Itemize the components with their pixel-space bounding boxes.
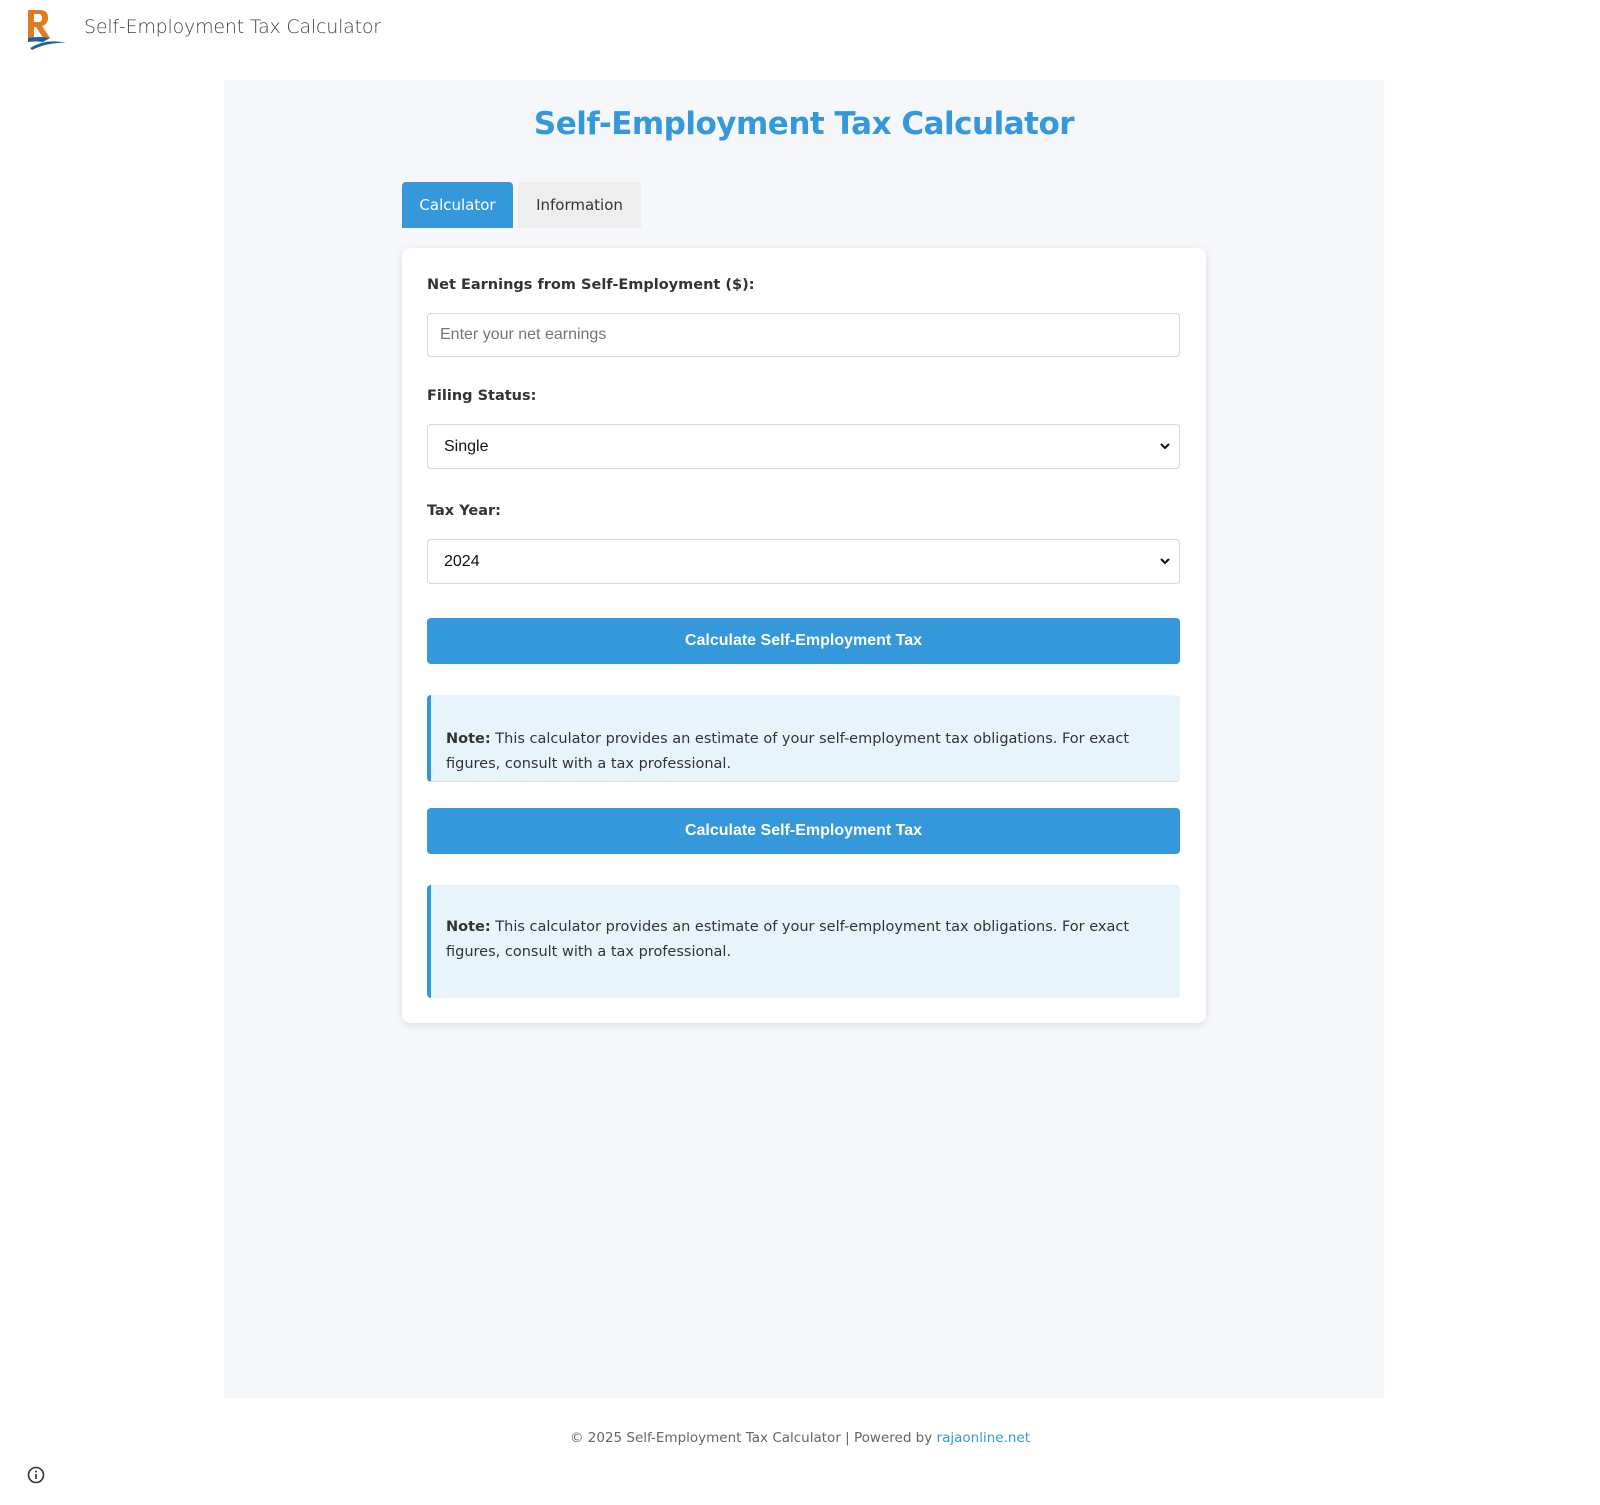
site-title[interactable]: Self-Employment Tax Calculator bbox=[84, 16, 381, 38]
info-icon[interactable] bbox=[27, 1466, 45, 1484]
note-box-duplicate bbox=[427, 885, 1180, 998]
note-lead: Note: bbox=[446, 919, 491, 935]
footer-text: © 2025 Self-Employment Tax Calculator | Powered by bbox=[569, 1430, 937, 1446]
tax-year-label: Tax Year: bbox=[427, 503, 501, 519]
tab-calculator[interactable]: Calculator bbox=[402, 182, 513, 228]
main-panel bbox=[224, 80, 1384, 1398]
footer-link[interactable]: rajaonline.net bbox=[936, 1430, 1031, 1446]
site-footer bbox=[0, 1430, 1600, 1446]
tax-year-value: 2024 bbox=[444, 552, 480, 570]
filing-status-label: Filing Status: bbox=[427, 388, 537, 404]
site-header bbox=[0, 0, 1600, 60]
chevron-down-icon bbox=[1159, 440, 1171, 452]
tax-year-select[interactable] bbox=[427, 539, 1180, 584]
filing-status-select[interactable] bbox=[427, 424, 1180, 469]
calculate-button[interactable]: Calculate Self-Employment Tax bbox=[427, 618, 1180, 664]
note-text: This calculator provides an estimate of your self-employment tax obligations. For exact figures, consult with a tax professional. bbox=[446, 919, 1130, 960]
note-text: This calculator provides an estimate of your self-employment tax obligations. For exact figures, consult with a tax professional. bbox=[446, 731, 1130, 772]
tab-bar bbox=[402, 182, 641, 228]
tab-information[interactable]: Information bbox=[518, 182, 641, 228]
calculate-button-duplicate[interactable]: Calculate Self-Employment Tax bbox=[427, 808, 1180, 854]
site-logo-icon[interactable] bbox=[26, 8, 68, 50]
calculator-card bbox=[402, 248, 1206, 1023]
chevron-down-icon bbox=[1159, 555, 1171, 567]
note-lead: Note: bbox=[446, 731, 491, 747]
note-box bbox=[427, 695, 1180, 782]
filing-status-value: Single bbox=[444, 437, 489, 455]
page-title: Self-Employment Tax Calculator bbox=[533, 106, 1075, 142]
net-earnings-label: Net Earnings from Self-Employment ($): bbox=[427, 277, 755, 293]
net-earnings-input[interactable] bbox=[427, 313, 1180, 357]
